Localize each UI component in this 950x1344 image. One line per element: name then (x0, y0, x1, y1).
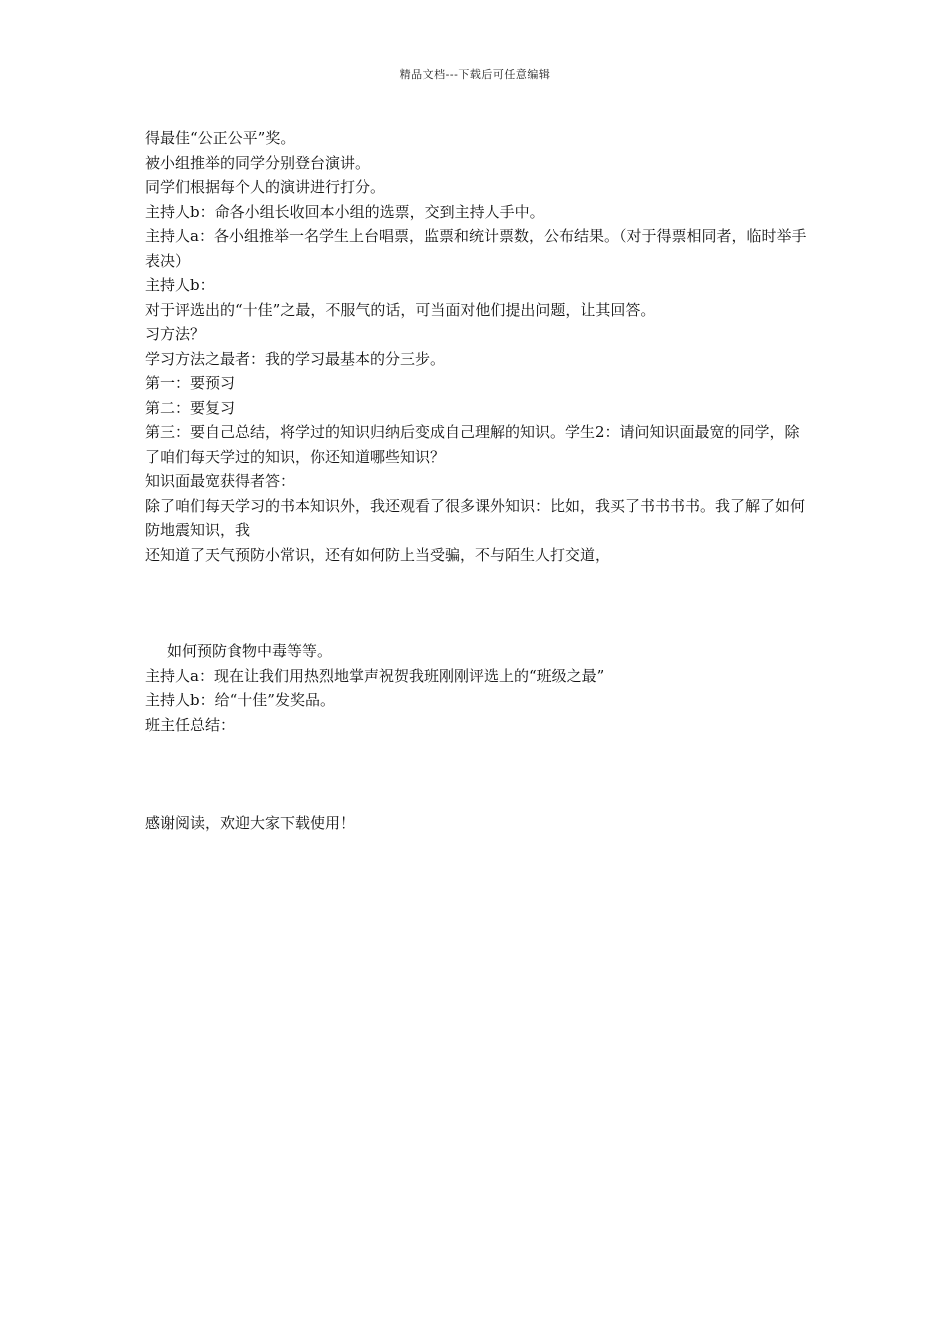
closing-note: 感谢阅读，欢迎大家下载使用！ (145, 814, 356, 832)
paragraph: 被小组推举的同学分别登台演讲。 (145, 153, 371, 172)
paragraph: 如何预防食物中毒等等。 (167, 642, 333, 660)
paragraph: 主持人a：现在让我们用热烈地掌声祝贺我班刚刚评选上的“班级之最” (145, 666, 605, 685)
paragraph: 得最佳“公正公平”奖。 (145, 129, 296, 147)
document-body (145, 126, 810, 836)
page-header: 精品文档---下载后可任意编辑 (399, 68, 551, 81)
paragraph: 第二：要复习 (145, 398, 236, 417)
paragraph: 还知道了天气预防小常识，还有如何防上当受骗，不与陌生人打交道， (145, 545, 611, 564)
paragraph: 主持人b： (145, 276, 215, 294)
paragraph: 第一：要预习 (145, 374, 236, 392)
blank-space (145, 737, 810, 811)
paragraph: 学习方法之最者：我的学习最基本的分三步。 (145, 349, 446, 368)
paragraph: 主持人b：给“十佳”发奖品。 (145, 691, 335, 709)
paragraph: 同学们根据每个人的演讲进行打分。 (145, 178, 386, 196)
paragraph: 班主任总结： (145, 715, 236, 734)
paragraph: 习方法？ (145, 325, 206, 343)
paragraph: 对于评选出的“十佳”之最，不服气的话，可当面对他们提出问题，让其回答。 (145, 300, 656, 319)
paragraph: 主持人b：命各小组长收回本小组的选票，交到主持人手中。 (145, 202, 545, 221)
paragraph: 主持人a：各小组推举一名学生上台唱票，监票和统计票数，公布结果。（对于得票相同者，临时举手表决） (145, 227, 807, 270)
paragraph: 除了咱们每天学习的书本知识外，我还观看了很多课外知识：比如，我买了书书书书。我了解了如何防地震知识，我 (145, 496, 806, 539)
paragraph: 第三：要自己总结，将学过的知识归纳后变成自己理解的知识。学生2：请问知识面最宽的同学，除了咱们每天学过的知识，你还知道哪些知识？ (145, 423, 800, 466)
paragraph: 知识面最宽获得者答： (145, 472, 296, 490)
blank-space (145, 567, 810, 639)
